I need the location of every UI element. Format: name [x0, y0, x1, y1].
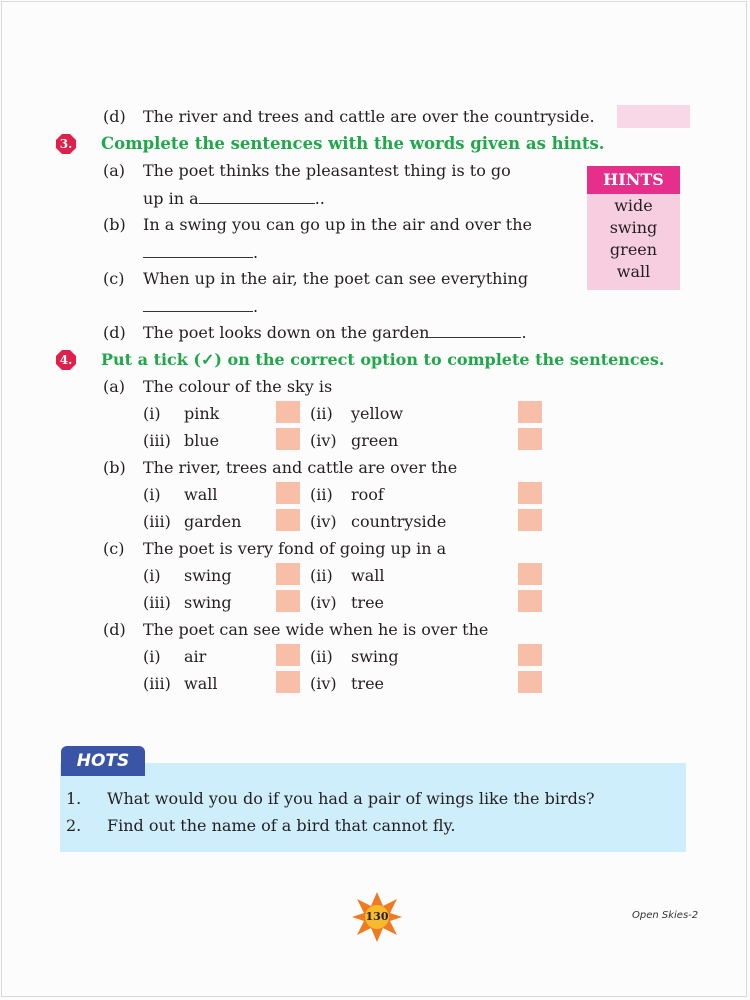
hint-word: wide: [614, 196, 653, 215]
tick-box[interactable]: [518, 563, 542, 585]
fill-blank-a[interactable]: [199, 189, 315, 204]
q4-item-question: The poet can see wide when he is over the: [143, 620, 489, 639]
tick-box[interactable]: [276, 401, 300, 423]
question-3-number: 3.: [59, 137, 73, 151]
q3-c-line2: [143, 297, 258, 317]
tick-box[interactable]: [518, 482, 542, 504]
q3-d-text: The poet looks down on the garden: [143, 323, 430, 342]
hots-item-number: 1.: [66, 789, 82, 808]
tick-box[interactable]: [276, 590, 300, 612]
option-text: air: [184, 647, 207, 666]
q3-c-line1: When up in the air, the poet can see everything: [143, 269, 529, 288]
q4-item-question: The poet is very fond of going up in a: [143, 539, 447, 558]
option-text: garden: [184, 512, 242, 531]
tick-box[interactable]: [518, 590, 542, 612]
q3-c-line2-post: .: [253, 297, 259, 316]
tick-box[interactable]: [276, 563, 300, 585]
q3-a-line2-pre: up in a: [143, 189, 199, 208]
option-number: (i): [143, 485, 161, 504]
q3-b-line1: In a swing you can go up in the air and over the: [143, 215, 532, 234]
option-text: roof: [351, 485, 384, 504]
book-title: Open Skies-2: [632, 910, 699, 921]
question-3-heading: Complete the sentences with the words given as hints.: [101, 134, 605, 153]
q3-c-letter: (c): [103, 269, 125, 288]
option-text: wall: [184, 674, 218, 693]
option-text: blue: [184, 431, 220, 450]
fill-blank-b[interactable]: [143, 243, 253, 258]
option-text: swing: [184, 593, 232, 612]
option-number: (ii): [310, 485, 333, 504]
q4-item-letter: (a): [103, 377, 126, 396]
top-item-text: The river and trees and cattle are over the countryside.: [143, 107, 595, 126]
option-number: (iii): [143, 593, 171, 612]
fill-blank-d[interactable]: [429, 323, 521, 338]
page-number-badge: [350, 890, 404, 944]
q3-a-letter: (a): [103, 161, 126, 180]
option-text: yellow: [351, 404, 404, 423]
question-4-heading: Put a tick (✓) on the correct option to complete the sentences.: [101, 350, 665, 369]
q4-item-letter: (b): [103, 458, 126, 477]
option-number: (iii): [143, 674, 171, 693]
hint-word: wall: [616, 262, 651, 281]
hints-title: HINTS: [587, 166, 680, 194]
option-number: (iv): [310, 431, 337, 450]
hint-word: green: [609, 240, 658, 259]
hint-word: swing: [609, 218, 658, 237]
question-4-number: 4.: [59, 353, 73, 367]
tick-box[interactable]: [518, 644, 542, 666]
option-number: (iv): [310, 593, 337, 612]
option-number: (ii): [310, 404, 333, 423]
option-text: pink: [184, 404, 220, 423]
option-text: swing: [351, 647, 399, 666]
q4-item-question: The river, trees and cattle are over the: [143, 458, 458, 477]
hints-box: [587, 166, 680, 290]
option-text: wall: [351, 566, 385, 585]
tick-box[interactable]: [276, 671, 300, 693]
tick-box[interactable]: [518, 671, 542, 693]
page-number: 130: [365, 910, 389, 923]
q3-d-post: .: [521, 323, 527, 342]
q3-b-line2: [143, 243, 258, 263]
tick-box[interactable]: [276, 482, 300, 504]
option-number: (i): [143, 566, 161, 585]
answer-box-pink[interactable]: [617, 105, 690, 128]
q3-d-letter: (d): [103, 323, 126, 342]
q3-a-line2-post: ..: [314, 189, 325, 208]
option-number: (ii): [310, 566, 333, 585]
option-number: (iv): [310, 674, 337, 693]
option-number: (iii): [143, 512, 171, 531]
option-text: wall: [184, 485, 218, 504]
tick-box[interactable]: [276, 428, 300, 450]
option-text: swing: [184, 566, 232, 585]
option-number: (i): [143, 647, 161, 666]
q3-d-line: [143, 323, 527, 343]
q4-item-letter: (d): [103, 620, 126, 639]
top-item-letter: (d): [103, 107, 126, 126]
option-number: (iii): [143, 431, 171, 450]
tick-box[interactable]: [518, 509, 542, 531]
fill-blank-c[interactable]: [143, 297, 253, 312]
q4-item-letter: (c): [103, 539, 125, 558]
q3-a-line2: [143, 189, 325, 209]
option-text: countryside: [351, 512, 447, 531]
hots-item-text: Find out the name of a bird that cannot fly.: [107, 816, 456, 835]
question-3-badge: [56, 134, 76, 154]
hots-label: HOTS: [61, 746, 145, 776]
option-number: (iv): [310, 512, 337, 531]
hots-item-number: 2.: [66, 816, 82, 835]
q4-item-question: The colour of the sky is: [143, 377, 333, 396]
tick-box[interactable]: [518, 401, 542, 423]
option-text: green: [351, 431, 399, 450]
tick-box[interactable]: [518, 428, 542, 450]
q3-a-line1: The poet thinks the pleasantest thing is to go: [143, 161, 511, 180]
tick-box[interactable]: [276, 644, 300, 666]
hots-item-text: What would you do if you had a pair of wings like the birds?: [107, 789, 595, 808]
question-4-badge: [56, 350, 76, 370]
q3-b-letter: (b): [103, 215, 126, 234]
option-number: (ii): [310, 647, 333, 666]
option-number: (i): [143, 404, 161, 423]
q3-b-line2-post: .: [253, 243, 259, 262]
option-text: tree: [351, 674, 385, 693]
option-text: tree: [351, 593, 385, 612]
tick-box[interactable]: [276, 509, 300, 531]
